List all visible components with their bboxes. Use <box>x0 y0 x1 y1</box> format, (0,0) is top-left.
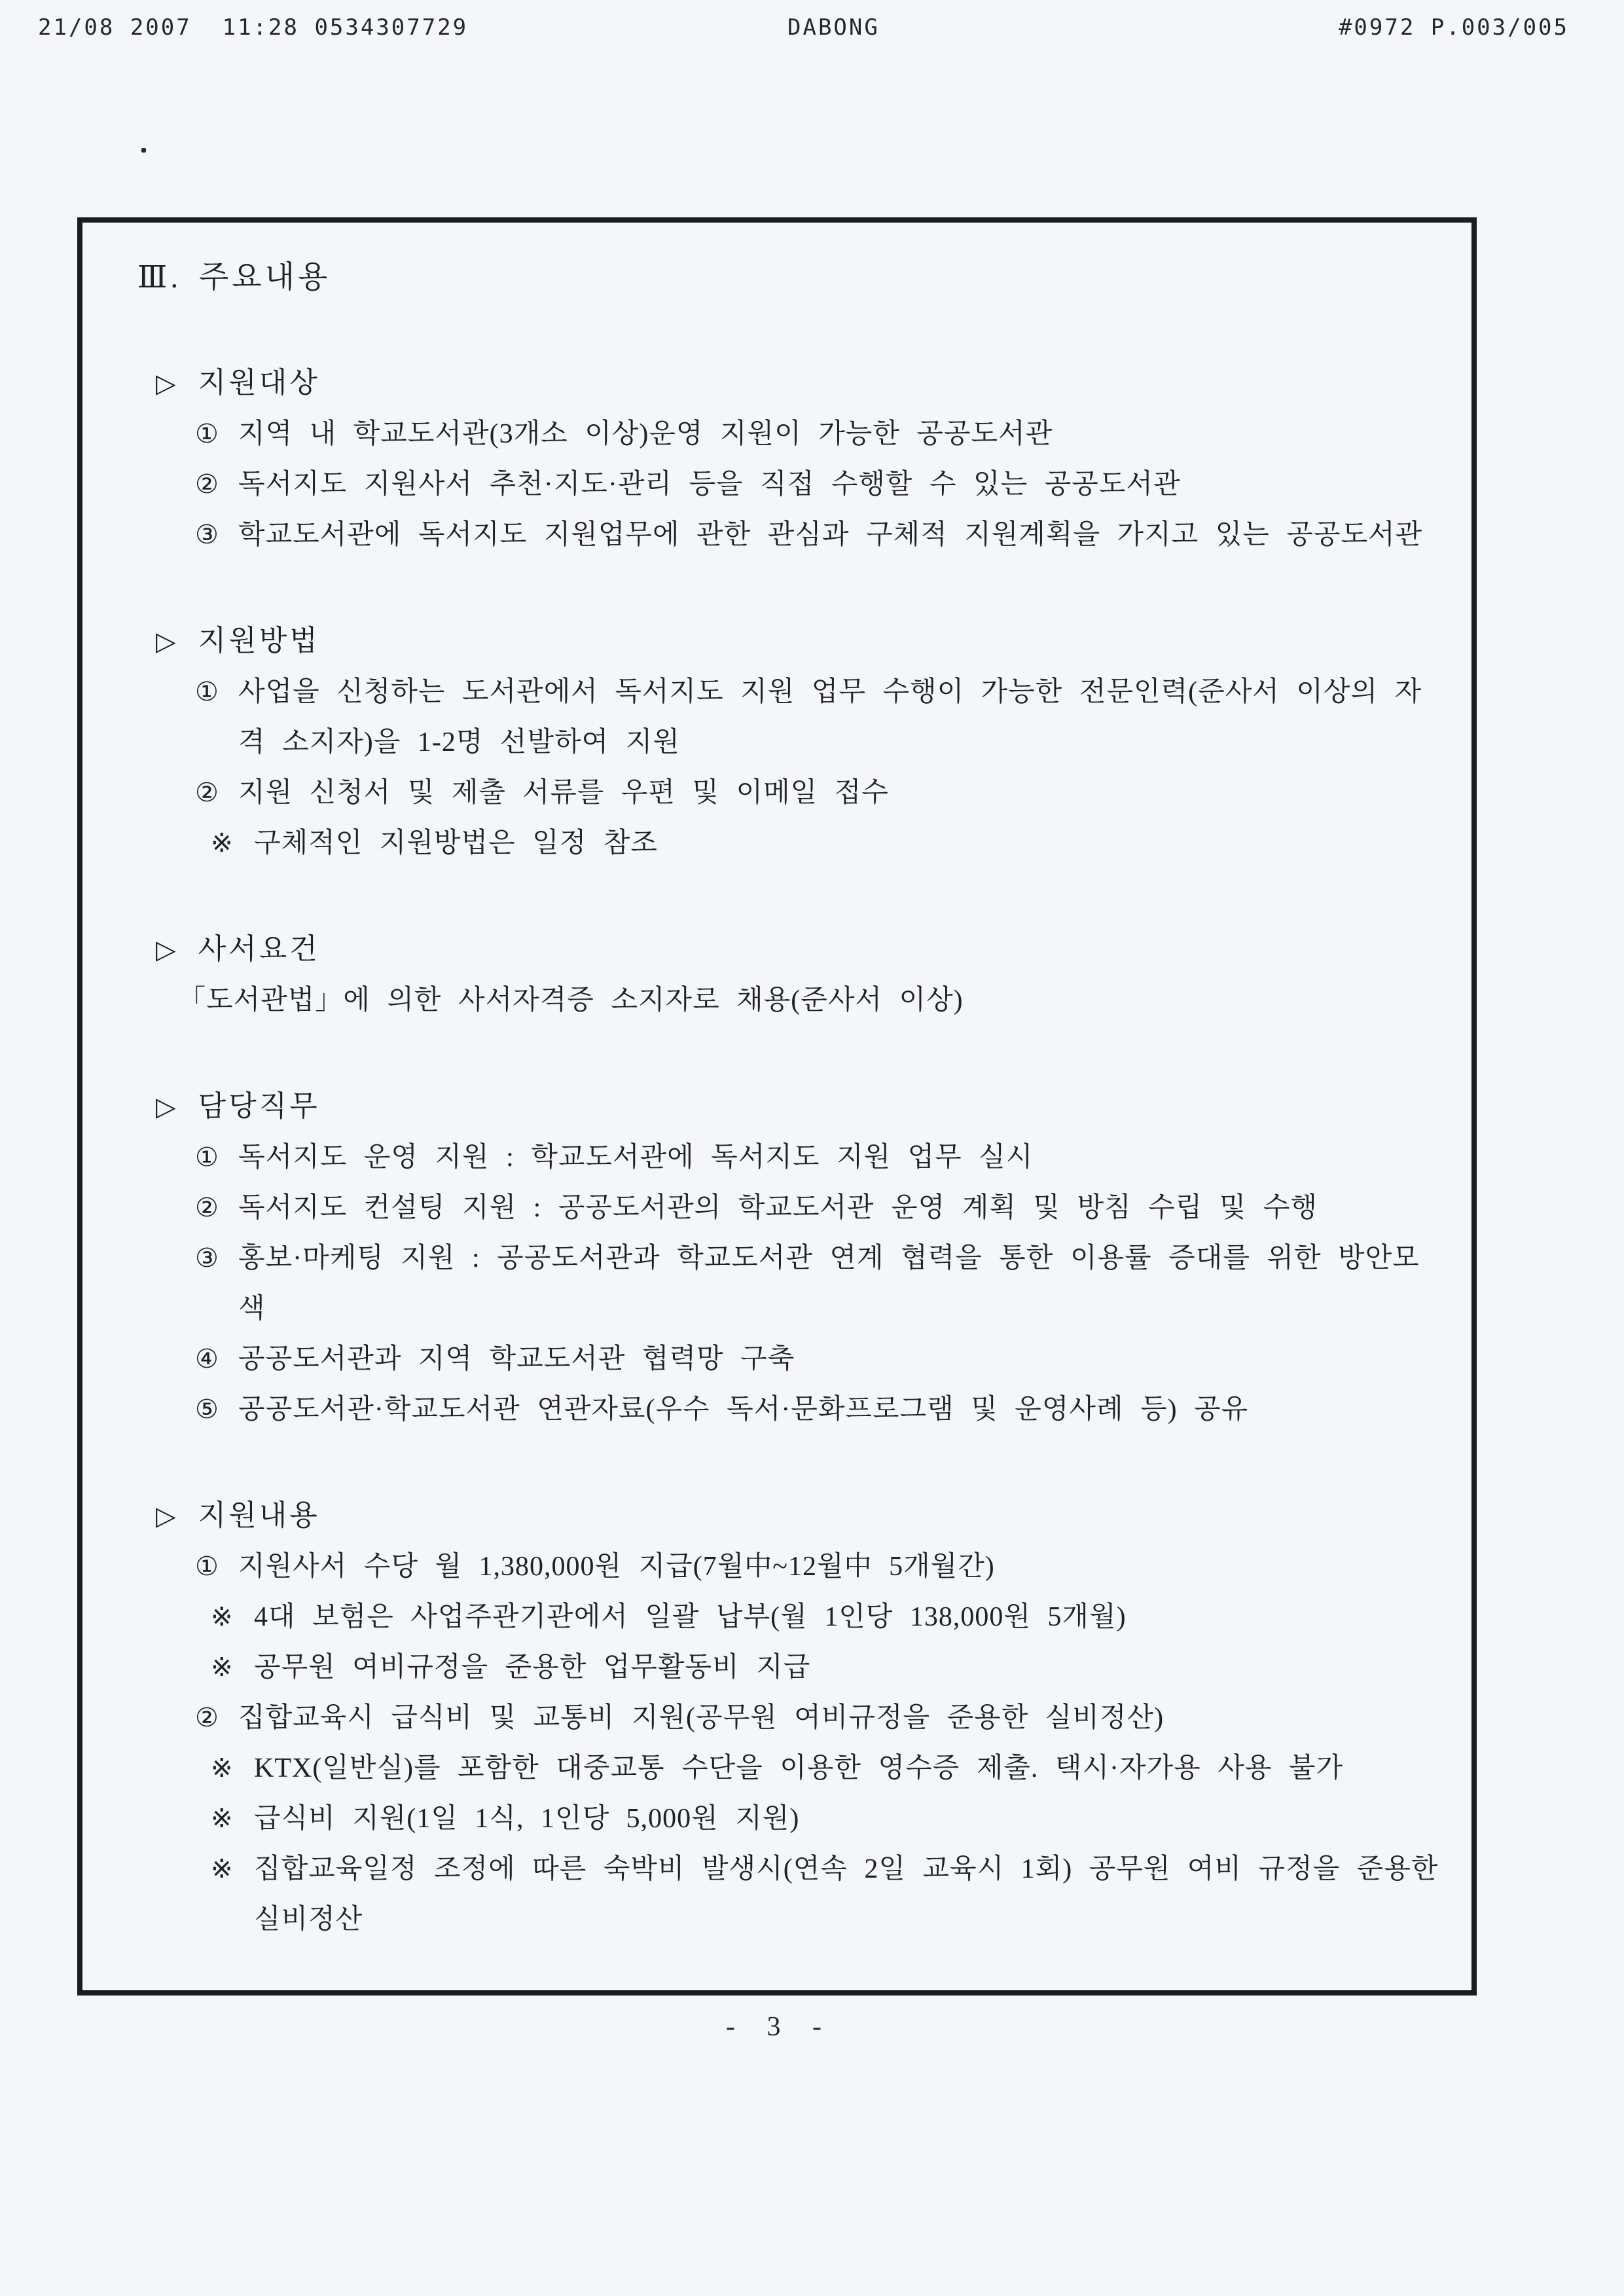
list-item <box>195 1183 1441 1233</box>
item-text: 구체적인 지원방법은 일정 참조 <box>254 828 658 858</box>
item-marker: ④ <box>195 1344 219 1374</box>
item-text: 독서지도 지원사서 추천·지도·관리 등을 직접 수행할 수 있는 공공도서관 <box>238 469 1181 500</box>
item-marker: ※ <box>211 1854 234 1884</box>
list-item-note <box>211 1844 1441 1945</box>
section-heading-row <box>156 924 1441 975</box>
item-text: 학교도서관에 독서지도 지원업무에 관한 관심과 구체적 지원계획을 가지고 있는 공공도서관 <box>238 520 1423 550</box>
fax-page-counter: #0972 P.003/005 <box>1338 14 1569 41</box>
triangle-bullet-icon: ▷ <box>156 935 179 965</box>
item-text: 지원사서 수당 월 1,380,000원 지급(7월中~12월中 5개월간) <box>238 1552 995 1582</box>
item-marker: ※ <box>211 1602 234 1632</box>
item-text: 지역 내 학교도서관(3개소 이상)운영 지원이 가능한 공공도서관 <box>238 419 1053 449</box>
section-heading-row <box>156 357 1441 409</box>
item-text: 집합교육시 급식비 및 교통비 지원(공무원 여비규정을 준용한 실비정산) <box>238 1703 1164 1733</box>
item-text: 4대 보험은 사업주관기관에서 일괄 납부(월 1인당 138,000원 5개월) <box>254 1602 1127 1632</box>
item-marker: ① <box>195 1552 219 1582</box>
section-duties <box>130 1081 1441 1435</box>
triangle-bullet-icon: ▷ <box>156 369 179 399</box>
triangle-bullet-icon: ▷ <box>156 627 179 657</box>
item-marker: ② <box>195 469 219 500</box>
fax-datetime: 21/08 2007 11:28 0534307729 <box>38 14 469 41</box>
fax-station-id: DABONG <box>787 14 880 41</box>
list-item <box>195 1233 1441 1334</box>
fax-header <box>0 14 1624 47</box>
list-item <box>195 1133 1441 1183</box>
list-item <box>178 975 1441 1026</box>
item-text: 공공도서관·학교도서관 연관자료(우수 독서·문화프로그램 및 운영사례 등) 공유 <box>238 1394 1249 1425</box>
item-marker: ⑤ <box>195 1394 219 1425</box>
list-item <box>195 667 1441 768</box>
scan-artifact-dot <box>141 148 146 153</box>
section-librarian-requirements <box>130 924 1441 1026</box>
section-heading-label: 담당직무 <box>198 1090 320 1122</box>
item-marker: ※ <box>211 1753 234 1783</box>
list-item <box>195 510 1441 560</box>
item-marker: ※ <box>211 1804 234 1834</box>
triangle-bullet-icon: ▷ <box>156 1501 179 1531</box>
section-heading-row <box>156 1081 1441 1133</box>
section-support-target <box>130 357 1441 560</box>
item-marker: ※ <box>211 828 234 858</box>
section-heading-row <box>156 1490 1441 1542</box>
item-marker: ③ <box>195 520 219 550</box>
item-text: 독서지도 운영 지원 : 학교도서관에 독서지도 지원 업무 실시 <box>238 1142 1034 1173</box>
section-heading-label: 지원대상 <box>198 367 320 399</box>
item-text: 「도서관법」에 의한 사서자격증 소지자로 채용(준사서 이상) <box>178 985 964 1015</box>
item-text: 사업을 신청하는 도서관에서 독서지도 지원 업무 수행이 가능한 전문인력(준사서 이상의 자격 소지자)을 1-2명 선발하여 지원 <box>238 677 1422 757</box>
item-marker: ① <box>195 677 219 707</box>
list-item-note <box>211 1743 1441 1794</box>
list-item <box>195 1693 1441 1743</box>
item-marker: ① <box>195 419 219 449</box>
triangle-bullet-icon: ▷ <box>156 1092 179 1122</box>
page-footer <box>77 2011 1477 2043</box>
list-item <box>195 768 1441 818</box>
list-item <box>195 460 1441 510</box>
section-items <box>130 409 1441 560</box>
item-text: 독서지도 컨설팅 지원 : 공공도서관의 학교도서관 운영 계획 및 방침 수립 및 수행 <box>238 1193 1318 1223</box>
section-application-method <box>130 615 1441 869</box>
list-item-note <box>211 1592 1441 1643</box>
list-item-note <box>211 1794 1441 1844</box>
item-marker: ② <box>195 778 219 808</box>
item-text: 공무원 여비규정을 준용한 업무활동비 지급 <box>254 1652 811 1683</box>
list-item-note <box>211 1643 1441 1693</box>
list-item-note <box>211 818 1441 869</box>
item-marker: ③ <box>195 1243 219 1273</box>
list-item <box>195 409 1441 460</box>
section-items <box>130 667 1441 869</box>
list-item <box>195 1385 1441 1435</box>
item-marker: ※ <box>211 1652 234 1683</box>
page-number: - 3 - <box>726 2012 828 2042</box>
item-text: KTX(일반실)를 포함한 대중교통 수단을 이용한 영수증 제출. 택시·자가용 사용 불가 <box>254 1753 1344 1783</box>
section-heading-row <box>156 615 1441 667</box>
document-title: Ⅲ. 주요내용 <box>137 261 331 295</box>
section-items <box>130 1542 1441 1945</box>
item-marker: ② <box>195 1703 219 1733</box>
item-text: 공공도서관과 지역 학교도서관 협력망 구축 <box>238 1344 795 1374</box>
list-item <box>195 1542 1441 1592</box>
item-text: 집합교육일정 조정에 따른 숙박비 발생시(연속 2일 교육시 1회) 공무원 여비 규정을 준용한 실비정산 <box>254 1854 1439 1935</box>
list-item <box>195 1334 1441 1385</box>
section-heading-label: 지원방법 <box>198 625 320 657</box>
item-marker: ① <box>195 1142 219 1173</box>
item-text: 지원 신청서 및 제출 서류를 우편 및 이메일 접수 <box>238 778 889 808</box>
item-text: 홍보·마케팅 지원 : 공공도서관과 학교도서관 연계 협력을 통한 이용률 증대를 위한 방안모색 <box>238 1243 1420 1324</box>
item-marker: ② <box>195 1193 219 1223</box>
document-frame <box>77 217 1477 1995</box>
section-heading-label: 사서요건 <box>198 933 320 965</box>
section-items <box>130 1133 1441 1435</box>
section-heading-label: 지원내용 <box>198 1499 320 1531</box>
section-support-details <box>130 1490 1441 1945</box>
section-items <box>130 975 1441 1026</box>
item-text: 급식비 지원(1일 1식, 1인당 5,000원 지원) <box>254 1804 800 1834</box>
